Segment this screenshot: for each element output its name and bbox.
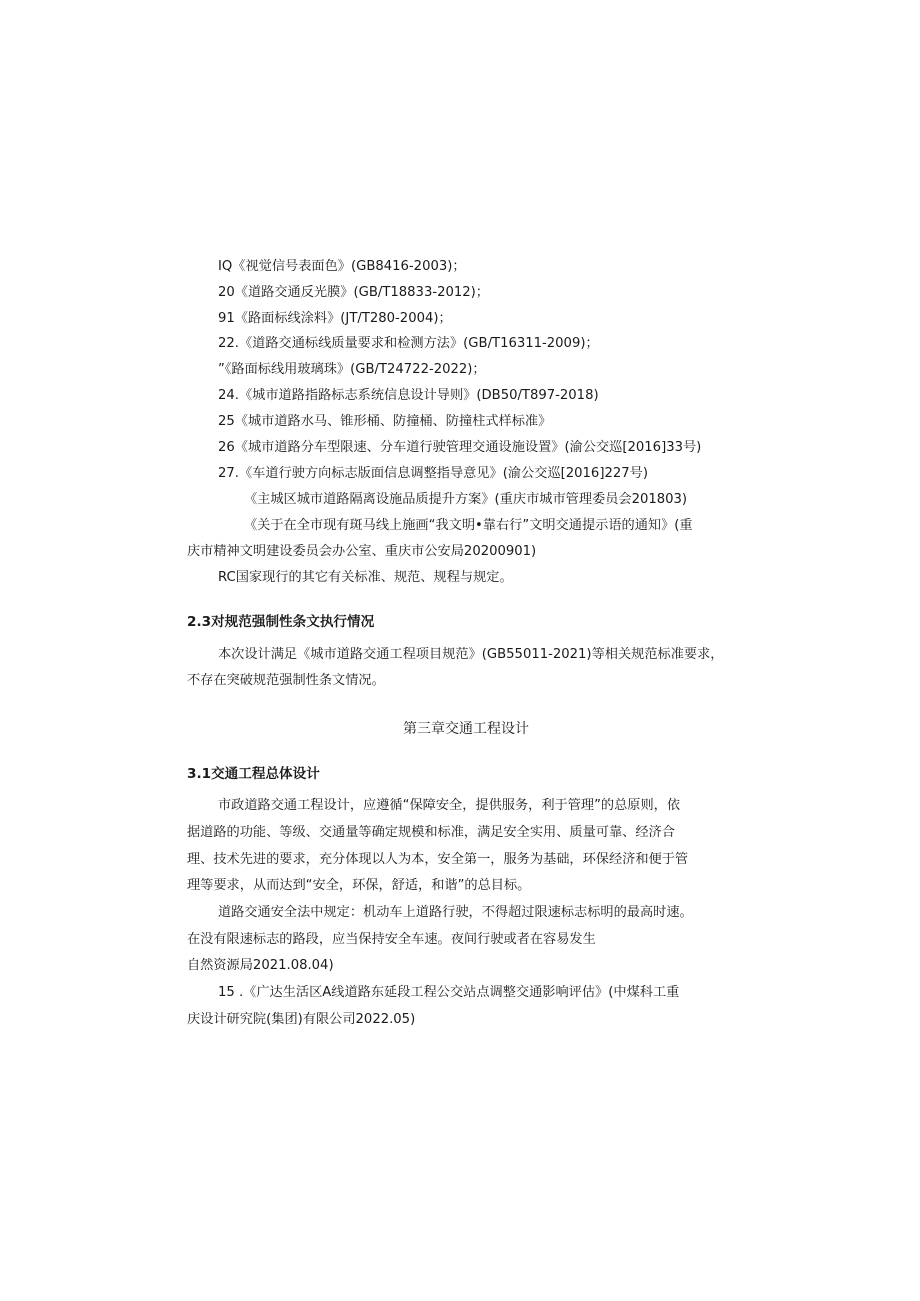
paragraph-line: 庆设计研究院(集团)有限公司2022.05) — [187, 1012, 416, 1027]
paragraph-line: 在没有限速标志的路段，应当保持安全车速。夜间行驶或者在容易发生 — [187, 932, 596, 947]
paragraph-line: 道路交通安全法中规定：机动车上道路行驶，不得超过限速标志标明的最高时速。 — [218, 905, 693, 920]
paragraph-line: 市政道路交通工程设计，应遵循“保障安全，提供服务，利于管理”的总原则，依 — [218, 798, 681, 813]
section-heading-3-1: 3.1交通工程总体设计 — [187, 766, 320, 782]
reference-item: 27.《车道行驶方向标志版面信息调整指导意见》(渝公交巡[2016]227号) — [218, 466, 648, 481]
reference-item: ”《路面标线用玻璃珠》(GB/T24722-2022)； — [218, 362, 486, 377]
chapter-title: 第三章交通工程设计 — [403, 721, 529, 737]
paragraph-line: 本次设计满足《城市道路交通工程项目规范》(GB55011-2021)等相关规范标准要求， — [218, 647, 724, 662]
paragraph-line: 理、技术先进的要求，充分体现以人为本，安全第一，服务为基础，环保经济和便于管 — [187, 852, 689, 867]
reference-item: 20《道路交通反光膜》(GB/T18833-2012)； — [218, 285, 489, 300]
paragraph-line: 不存在突破规范强制性条文情况。 — [187, 673, 385, 688]
reference-item: RC国家现行的其它有关标准、规范、规程与规定。 — [218, 570, 513, 585]
paragraph-line: 据道路的功能、等级、交通量等确定规模和标准，满足安全实用、质量可靠、经济合 — [187, 825, 675, 840]
reference-item: 24.《城市道路指路标志系统信息设计导则》(DB50/T897-2018) — [218, 388, 599, 403]
reference-item: 《主城区城市道路隔离设施品质提升方案》(重庆市城市管理委员会201803) — [244, 492, 688, 507]
reference-item: 22.《道路交通标线质量要求和检测方法》(GB/T16311-2009)； — [218, 336, 599, 351]
reference-item: 《关于在全市现有斑马线上施画“我文明•靠右行”文明交通提示语的通知》(重 — [244, 518, 693, 533]
section-heading-2-3: 2.3对规范强制性条文执行情况 — [187, 614, 375, 630]
paragraph-line: 15 .《广达生活区A线道路东延段工程公交站点调整交通影响评估》(中煤科工重 — [218, 985, 680, 1000]
paragraph-line: 理等要求，从而达到“安全，环保，舒适，和谐”的总目标。 — [187, 878, 531, 893]
reference-item: 91《路面标线涂料》(JT/T280-2004)； — [218, 311, 452, 326]
reference-item: IQ《视觉信号表面色》(GB8416-2003)； — [218, 259, 466, 274]
reference-item: 26《城市道路分车型限速、分车道行驶管理交通设施设置》(渝公交巡[2016]33号) — [218, 440, 702, 455]
reference-item-continued: 庆市精神文明建设委员会办公室、重庆市公安局20200901) — [187, 544, 537, 559]
reference-item: 25《城市道路水马、锥形桶、防撞桶、防撞柱式样标准》 — [218, 414, 552, 429]
paragraph-line: 自然资源局2021.08.04) — [187, 958, 334, 973]
